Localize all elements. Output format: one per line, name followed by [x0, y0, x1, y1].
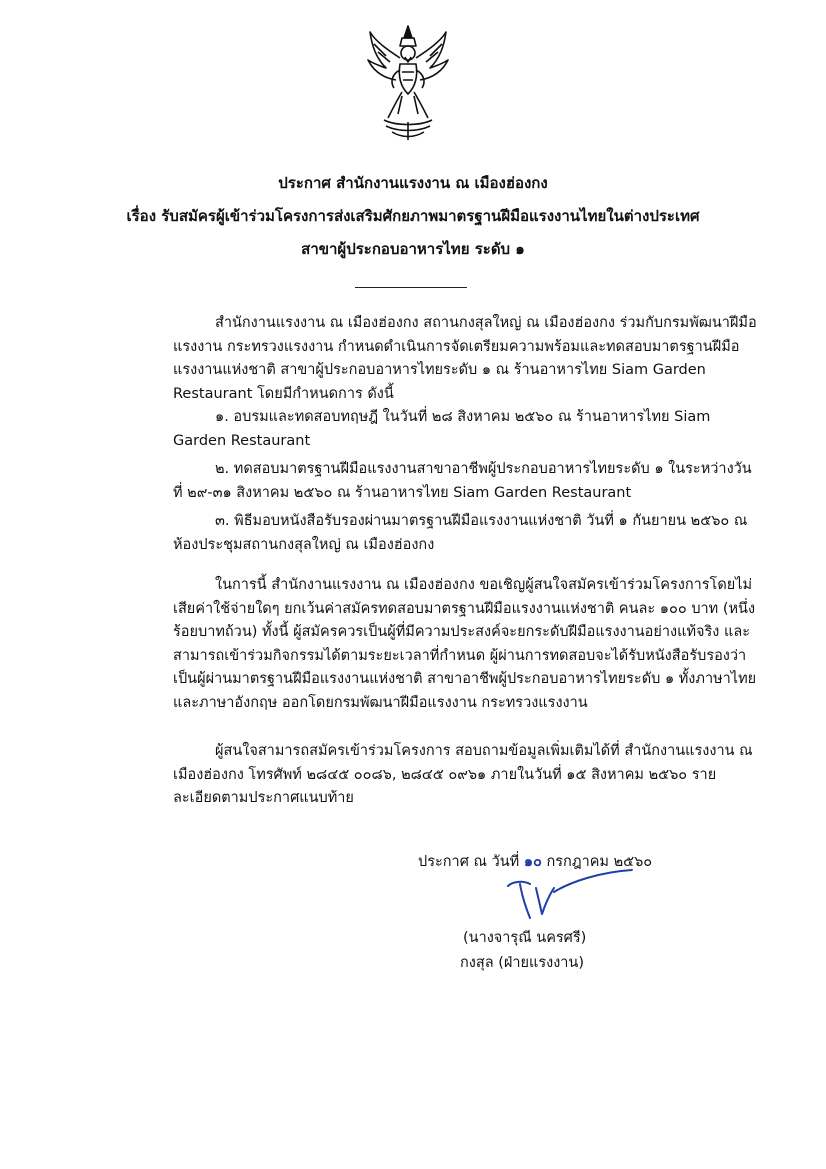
handwritten-signature [500, 864, 640, 924]
invitation-paragraph: ในการนี้ สำนักงานแรงงาน ณ เมืองฮ่องกง ขอเชิญผู้สนใจสมัครเข้าร่วมโครงการโดยไม่เสียค่าใช้จ่ายใดๆ ยกเว้นค่าสมัครทดสอบมาตรฐานฝีมือแรงงานแห่งชาติ คนละ ๑๐๐ บาท (หนึ่งร้อยบาทถ้วน) ทั้งนี้ ผู้สมัครควรเป็นผู้ที่มีความประสงค์จะยกระดับฝีมือแรงงานอย่างแท้จริง และสามารถเข้าร่วมกิจกรรมได้ตามระยะเวลาที่กำหนด ผู้ผ่านการทดสอบจะได้รับหนังสือรับรองว่าเป็นผู้ผ่านมาตรฐานฝีมือแรงงานแห่งชาติ สาขาอาชีพผู้ประกอบอาหารไทยระดับ ๑ ทั้งภาษาไทยและภาษาอังกฤษ ออกโดยกรมพัฒนาฝีมือแรงงาน กระทรวงแรงงาน [173, 577, 757, 711]
title-underline [355, 287, 467, 288]
date-month-year: กรกฎาคม ๒๕๖๐ [546, 854, 653, 870]
date-prefix: ประกาศ ณ วันที่ [418, 854, 520, 870]
announcement-subject: เรื่อง รับสมัครผู้เข้าร่วมโครงการส่งเสริมศักยภาพมาตรฐานฝีมือแรงงานไทยในต่างประเทศ [126, 207, 700, 225]
signatory-position: กงสุล (ฝ่ายแรงงาน) [460, 955, 585, 971]
garuda-emblem-icon [362, 22, 454, 142]
schedule-item-1: ๑. อบรมและทดสอบทฤษฎี ในวันที่ ๒๘ สิงหาคม ๒๕๖๐ ณ ร้านอาหารไทย Siam Garden Restaurant [173, 409, 711, 449]
schedule-item-3: ๓. พิธีมอบหนังสือรับรองผ่านมาตรฐานฝีมือแรงงานแห่งชาติ วันที่ ๑ กันยายน ๒๕๖๐ ณ ห้องประชุมสถานกงสุลใหญ่ ณ เมืองฮ่องกง [173, 513, 748, 553]
announcement-branch: สาขาผู้ประกอบอาหารไทย ระดับ ๑ [301, 240, 525, 258]
date-day: ๑๐ [523, 854, 542, 870]
schedule-item-2: ๒. ทดสอบมาตรฐานฝีมือแรงงานสาขาอาชีพผู้ประกอบอาหารไทยระดับ ๑ ในระหว่างวันที่ ๒๙-๓๑ สิงหาคม ๒๕๖๐ ณ ร้านอาหารไทย Siam Garden Restaurant [173, 461, 752, 501]
signatory-name: (นางจารุณี นครศรี) [463, 930, 587, 946]
contact-paragraph: ผู้สนใจสามารถสมัครเข้าร่วมโครงการ สอบถามข้อมูลเพิ่มเติมได้ที่ สำนักงานแรงงาน ณ เมืองฮ่องกง โทรศัพท์ ๒๘๔๕ ๐๐๘๖, ๒๘๔๕ ๐๙๖๑ ภายในวันที่ ๑๕ สิงหาคม ๒๕๖๐ รายละเอียดตามประกาศแนบท้าย [173, 743, 753, 806]
announcement-title: ประกาศ สำนักงานแรงงาน ณ เมืองฮ่องกง [278, 174, 548, 192]
intro-paragraph: สำนักงานแรงงาน ณ เมืองฮ่องกง สถานกงสุลใหญ่ ณ เมืองฮ่องกง ร่วมกับกรมพัฒนาฝีมือแรงงาน กระทรวงแรงงาน กำหนดดำเนินการจัดเตรียมความพร้อมและทดสอบมาตรฐานฝีมือแรงงานแห่งชาติ สาขาผู้ประกอบอาหารไทยระดับ ๑ ณ ร้านอาหารไทย Siam Garden Restaurant โดยมีกำหนดการ ดังนี้ [173, 315, 757, 402]
